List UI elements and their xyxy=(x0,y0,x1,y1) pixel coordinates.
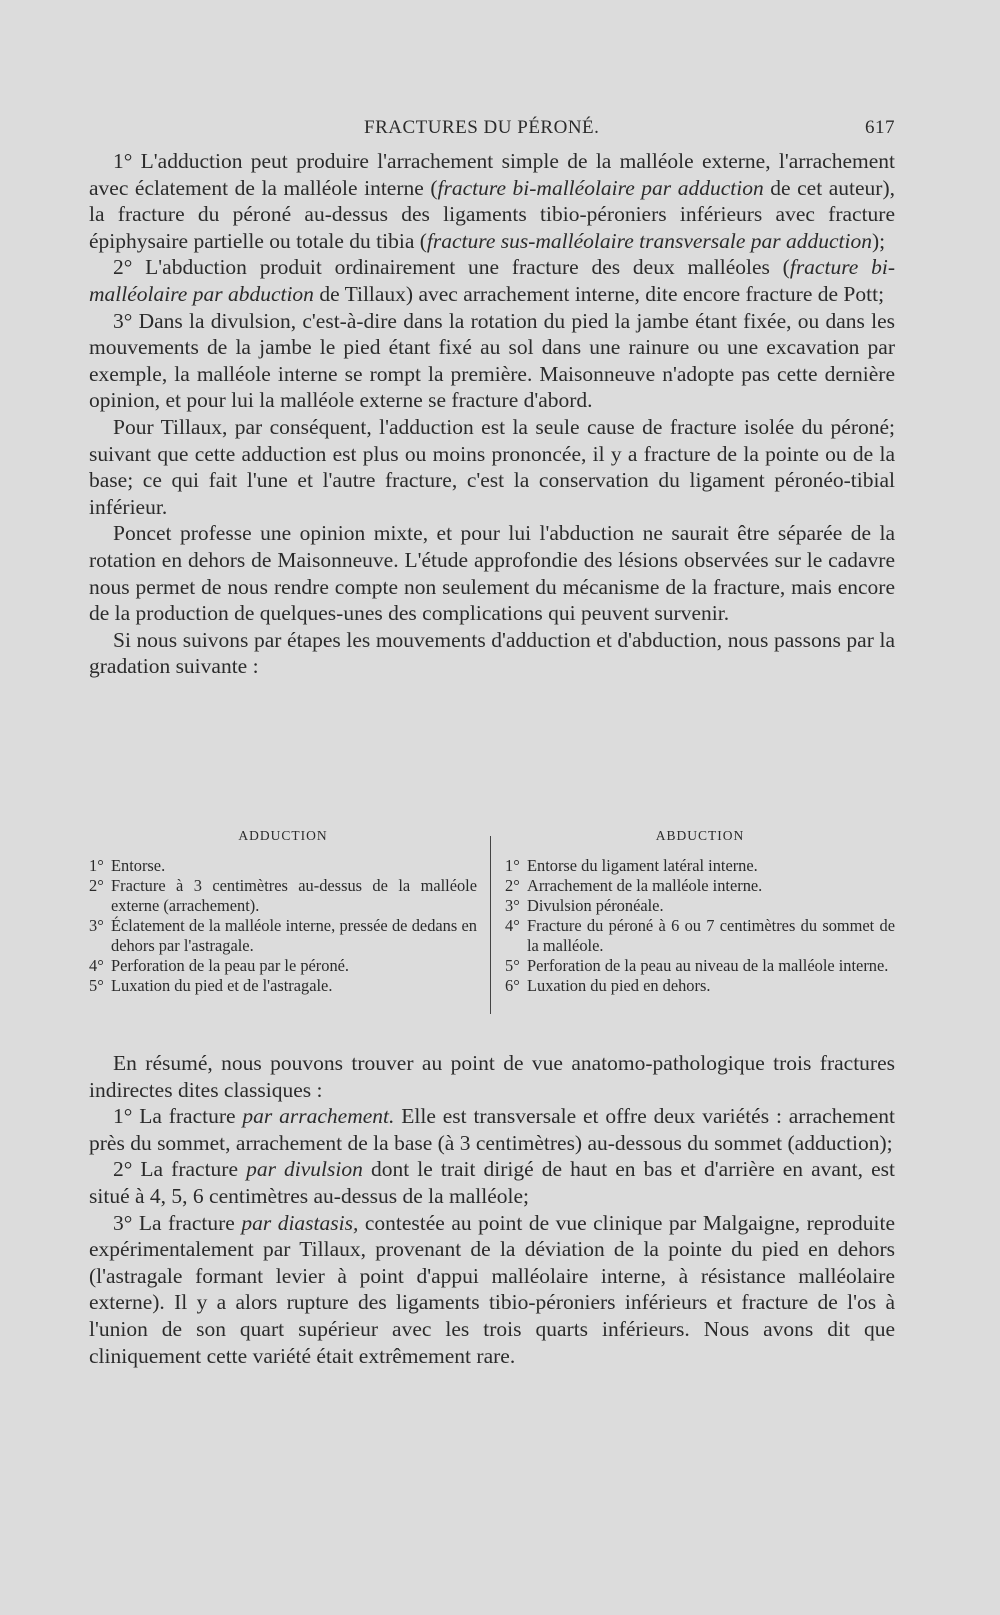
paragraph-abduction: 2° L'abduction produit ordinairement une fracture des deux malléoles (fracture bi-malléolaire par abduction de Tillaux) avec arrachement interne, dite encore fracture de Pott; xyxy=(89,255,895,306)
list-item: 1° Entorse du ligament latéral interne. xyxy=(505,856,758,875)
lower-text xyxy=(89,1050,895,1369)
paragraph-adduction: 1° L'adduction peut produire l'arrachement simple de la malléole externe, l'arrachement avec éclatement de la malléole interne (fracture bi-malléolaire par adduction de cet auteur), la fracture du péroné au-dessus des ligaments tibio-péroniers inférieurs avec fracture épiphysaire partielle ou totale du tibia (fracture sus-malléolaire transversale par adduction); xyxy=(89,149,895,253)
paragraph-divulsion: 3° Dans la divulsion, c'est-à-dire dans la rotation du pied la jambe étant fixée, ou dans les mouvements de la jambe le pied étant fixé au sol dans une rainure ou une excavation par exemple, la malléole interne se rompt la première. Maisonneuve n'adopte pas cette dernière opinion, et pour lui la malléole externe se fracture d'abord. xyxy=(89,308,895,413)
paragraph-diastasis: 3° La fracture par diastasis, contestée au point de vue clinique par Malgaigne, reproduite expérimentalement par Tillaux, provenant de la déviation de la pointe du pied en dehors (l'astragale formant levier à point d'appui malléolaire interne, à résistance malléolaire externe). Il y a alors rupture des ligaments tibio-péroniers inférieurs et fracture de l'os à l'union de son quart supérieur avec les trois quarts inférieurs. Nous avons dit que cliniquement cette variété était extrêmement rare. xyxy=(89,1210,896,1368)
abduction-heading: ABDUCTION xyxy=(655,828,745,843)
list-item: 2° Fracture à 3 centimètres au-dessus de la malléole externe (arrachement). xyxy=(89,876,477,915)
paragraph-tillaux: Pour Tillaux, par conséquent, l'adduction est la seule cause de fracture isolée du péroné; suivant que cette adduction est plus ou moins prononcée, il y a fracture de la pointe ou de la base; ce qui fait l'une et l'autre fracture, c'est la conservation du ligament péronéo-tibial inférieur. xyxy=(89,414,895,519)
column-divider xyxy=(490,836,491,1014)
page-number: 617 xyxy=(865,117,895,138)
list-item: 3° Éclatement de la malléole interne, pressée de dedans en dehors par l'astragale. xyxy=(89,916,477,955)
list-item: 4° Fracture du péroné à 6 ou 7 centimètres du sommet de la malléole. xyxy=(505,916,895,955)
list-item: 6° Luxation du pied en dehors. xyxy=(505,976,711,995)
list-item: 5° Perforation de la peau au niveau de la malléole interne. xyxy=(505,956,889,975)
list-item: 5° Luxation du pied et de l'astragale. xyxy=(89,976,333,995)
paragraph-arrachement: 1° La fracture par arrachement. Elle est transversale et offre deux variétés : arrachement près du sommet, arrachement de la base (à 3 centimètres) au-dessous du sommet (adduction); xyxy=(89,1104,895,1155)
paragraph-resume: En résumé, nous pouvons trouver au point de vue anatomo-pathologique trois fractures indirectes dites classiques : xyxy=(89,1051,895,1102)
abduction-column xyxy=(505,826,895,996)
list-item: 1° Entorse. xyxy=(89,856,166,875)
paragraph-divulsion-type: 2° La fracture par divulsion dont le trait dirigé de haut en bas et d'arrière en avant, est situé à 4, 5, 6 centimètres au-dessus de la malléole; xyxy=(89,1157,895,1208)
list-item: 2° Arrachement de la malléole interne. xyxy=(505,876,763,895)
adduction-column xyxy=(89,826,477,996)
upper-text xyxy=(89,148,895,680)
list-item: 3° Divulsion péronéale. xyxy=(505,896,664,915)
paragraph-gradation: Si nous suivons par étapes les mouvements d'adduction et d'abduction, nous passons par la gradation suivante : xyxy=(89,627,895,679)
running-title: FRACTURES DU PÉRONÉ. xyxy=(364,117,600,138)
paragraph-poncet: Poncet professe une opinion mixte, et pour lui l'abduction ne saurait être séparée de la rotation en dehors de Maisonneuve. L'étude approfondie des lésions observées sur le cadavre nous permet de nous rendre compte non seulement du mécanisme de la fracture, mais encore de la production de quelques-unes des complications qui peuvent survenir. xyxy=(89,521,895,626)
adduction-heading: ADDUCTION xyxy=(238,828,328,843)
comparison-table xyxy=(89,826,895,1018)
list-item: 4° Perforation de la peau par le péroné. xyxy=(89,956,350,975)
